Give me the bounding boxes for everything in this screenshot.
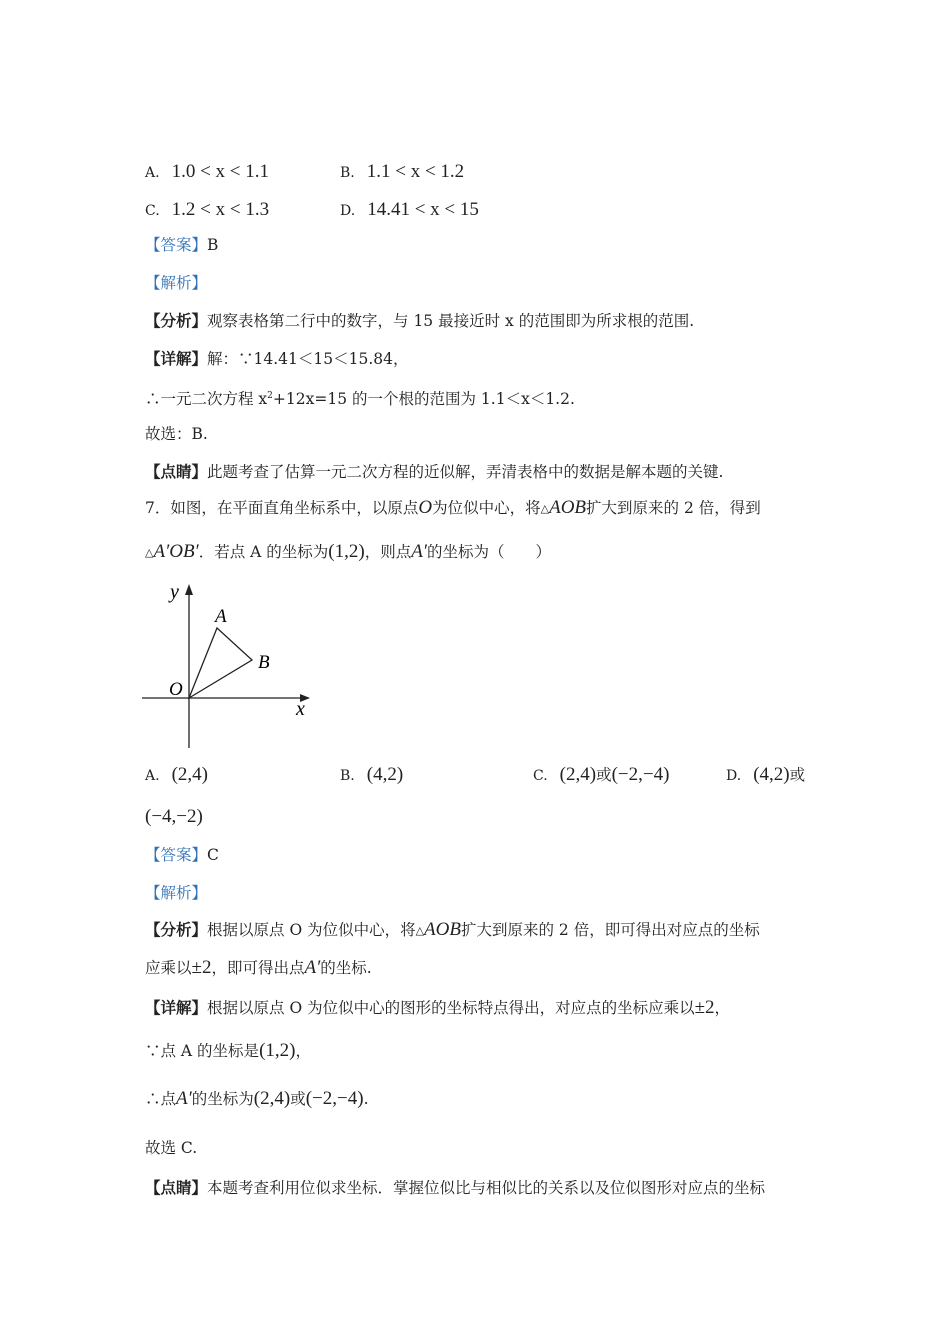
stem-text: 扩大到原来的 2 倍，得到 bbox=[586, 499, 761, 517]
fenxi-text: 的坐标. bbox=[320, 959, 372, 977]
option-label: B. bbox=[340, 768, 355, 784]
conclusion-post: +12x=15 的一个根的范围为 1.1＜x＜1.2. bbox=[272, 390, 575, 409]
stem-text: ，则点 bbox=[364, 543, 412, 561]
option-label: D. bbox=[726, 768, 742, 784]
xiangjie-text: 解：∵14.41＜15＜15.84， bbox=[207, 350, 409, 368]
q6-option-b bbox=[340, 160, 464, 185]
or-text: 或 bbox=[290, 1090, 306, 1108]
option-text: 1.2 < x < 1.3 bbox=[171, 199, 270, 220]
q6-option-d bbox=[340, 198, 479, 223]
option-label: A. bbox=[145, 165, 160, 181]
q6-answer-line bbox=[145, 233, 218, 257]
triangle-symbol: △ bbox=[415, 924, 425, 937]
q6-fenxi-line bbox=[145, 309, 694, 333]
q7-because-line bbox=[145, 1039, 311, 1063]
math-a-prime: A′ bbox=[411, 541, 427, 562]
q7-option-d-continued: (−4,−2) bbox=[145, 806, 203, 827]
math-coord-neg: (−2,−4) bbox=[305, 1088, 364, 1109]
label-y: y bbox=[170, 581, 179, 603]
q7-fenxi-line-1 bbox=[145, 918, 760, 943]
math-a-coord: (1,2) bbox=[259, 1040, 296, 1061]
answer-value: B bbox=[207, 236, 219, 254]
option-text: (4,2) bbox=[753, 764, 790, 785]
q6-dianjing-line bbox=[145, 460, 723, 484]
q7-therefore-line bbox=[145, 1087, 369, 1111]
label-o: O bbox=[169, 679, 183, 700]
math-aob-prime: A′OB′ bbox=[153, 541, 199, 562]
q6-option-a bbox=[145, 160, 269, 185]
option-label: C. bbox=[533, 768, 548, 784]
q6-xiangjie-line bbox=[145, 347, 409, 371]
conclusion-pre: ∴一元二次方程 x bbox=[145, 390, 268, 409]
coordinate-figure bbox=[140, 578, 320, 753]
dianjing-tag: 【点睛】 bbox=[145, 462, 208, 481]
triangle-symbol: △ bbox=[145, 546, 154, 559]
stem-text: ．若点 A 的坐标为 bbox=[198, 543, 329, 561]
option-label: C. bbox=[145, 203, 160, 219]
math-o: O bbox=[418, 497, 433, 518]
q6-choose-line: 故选：B. bbox=[145, 425, 208, 443]
fenxi-text: 观察表格第二行中的数字，与 15 最接近时 x 的范围即为所求根的范围. bbox=[207, 312, 695, 330]
answer-value: C bbox=[207, 846, 219, 864]
xiangjie-tag: 【详解】 bbox=[145, 998, 208, 1017]
q7-analysis-tag: 【解析】 bbox=[145, 884, 208, 902]
y-axis-arrow-icon bbox=[185, 584, 193, 595]
fenxi-text: 扩大到原来的 2 倍，即可得出对应点的坐标 bbox=[460, 921, 760, 939]
fenxi-tag: 【分析】 bbox=[145, 920, 208, 939]
stem-text: 7．如图，在平面直角坐标系中，以原点 bbox=[145, 499, 419, 517]
option-or: 或 bbox=[789, 766, 806, 784]
q7-xiangjie-line bbox=[145, 996, 730, 1020]
q6-option-c bbox=[145, 198, 269, 223]
superscript: 2 bbox=[267, 391, 273, 401]
fenxi-tag: 【分析】 bbox=[145, 311, 208, 330]
option-label: D. bbox=[340, 203, 356, 219]
q6-conclusion-line bbox=[145, 384, 575, 411]
q7-option-b bbox=[340, 763, 403, 788]
dianjing-tag: 【点睛】 bbox=[145, 1178, 208, 1197]
option-text: 14.41 < x < 15 bbox=[367, 199, 479, 220]
q7-answer-line bbox=[145, 843, 219, 867]
therefore-text: ∴点 bbox=[145, 1090, 177, 1108]
math-pm2: ±2 bbox=[191, 957, 212, 978]
triangle-aob bbox=[189, 628, 252, 698]
option-text: (2,4) bbox=[559, 764, 597, 785]
math-coord: (2,4) bbox=[253, 1088, 291, 1109]
fenxi-text: 根据以原点 O 为位似中心，将 bbox=[207, 921, 416, 939]
punct: ， bbox=[714, 999, 731, 1017]
q7-option-c bbox=[533, 763, 669, 788]
option-or: 或 bbox=[596, 766, 612, 784]
option-text: (4,2) bbox=[366, 764, 404, 785]
therefore-text: 的坐标为 bbox=[191, 1090, 254, 1108]
q7-choose-line: 故选 C. bbox=[145, 1139, 198, 1157]
q7-dianjing-line bbox=[145, 1176, 765, 1200]
xiangjie-tag: 【详解】 bbox=[145, 349, 208, 368]
option-text: (2,4) bbox=[171, 764, 208, 785]
dianjing-text: 本题考查利用位似求坐标．掌握位似比与相似比的关系以及位似图形对应点的坐标 bbox=[207, 1179, 766, 1197]
stem-text: 的坐标为（ ） bbox=[426, 543, 551, 561]
fenxi-text: ，即可得出点 bbox=[211, 959, 305, 977]
math-pm2: ±2 bbox=[694, 997, 715, 1018]
q6-analysis-tag: 【解析】 bbox=[145, 274, 208, 292]
option-text: 1.0 < x < 1.1 bbox=[171, 161, 269, 182]
option-label: A. bbox=[145, 768, 160, 784]
q7-option-d bbox=[726, 763, 805, 788]
dianjing-text: 此题考查了估算一元二次方程的近似解，弄清表格中的数据是解本题的关键. bbox=[207, 463, 724, 481]
math-aob: AOB bbox=[424, 919, 461, 940]
math-aob: AOB bbox=[549, 497, 587, 518]
fenxi-text: 应乘以 bbox=[145, 959, 192, 977]
punct: ， bbox=[295, 1042, 311, 1060]
because-text: ∵点 A 的坐标是 bbox=[145, 1042, 260, 1060]
xiangjie-text: 根据以原点 O 为位似中心的图形的坐标特点得出，对应点的坐标应乘以 bbox=[207, 999, 695, 1017]
stem-text: 为位似中心，将 bbox=[432, 499, 541, 517]
label-b: B bbox=[258, 652, 270, 673]
math-a-prime: A′ bbox=[176, 1088, 192, 1109]
label-x: x bbox=[296, 698, 305, 720]
answer-tag: 【答案】 bbox=[145, 236, 208, 254]
q7-stem-line-1 bbox=[145, 496, 761, 521]
q7-option-a bbox=[145, 763, 208, 788]
option-text-2: (−2,−4) bbox=[611, 764, 670, 785]
math-a-coord: (1,2) bbox=[328, 541, 365, 562]
answer-tag: 【答案】 bbox=[145, 846, 208, 864]
q7-stem-line-2 bbox=[145, 540, 551, 565]
math-a-prime: A′ bbox=[304, 957, 321, 978]
option-text: 1.1 < x < 1.2 bbox=[366, 161, 465, 182]
label-a: A bbox=[215, 606, 227, 627]
triangle-symbol: △ bbox=[540, 502, 550, 515]
q7-fenxi-line-2 bbox=[145, 956, 372, 980]
option-label: B. bbox=[340, 165, 355, 181]
punct: . bbox=[363, 1090, 369, 1108]
